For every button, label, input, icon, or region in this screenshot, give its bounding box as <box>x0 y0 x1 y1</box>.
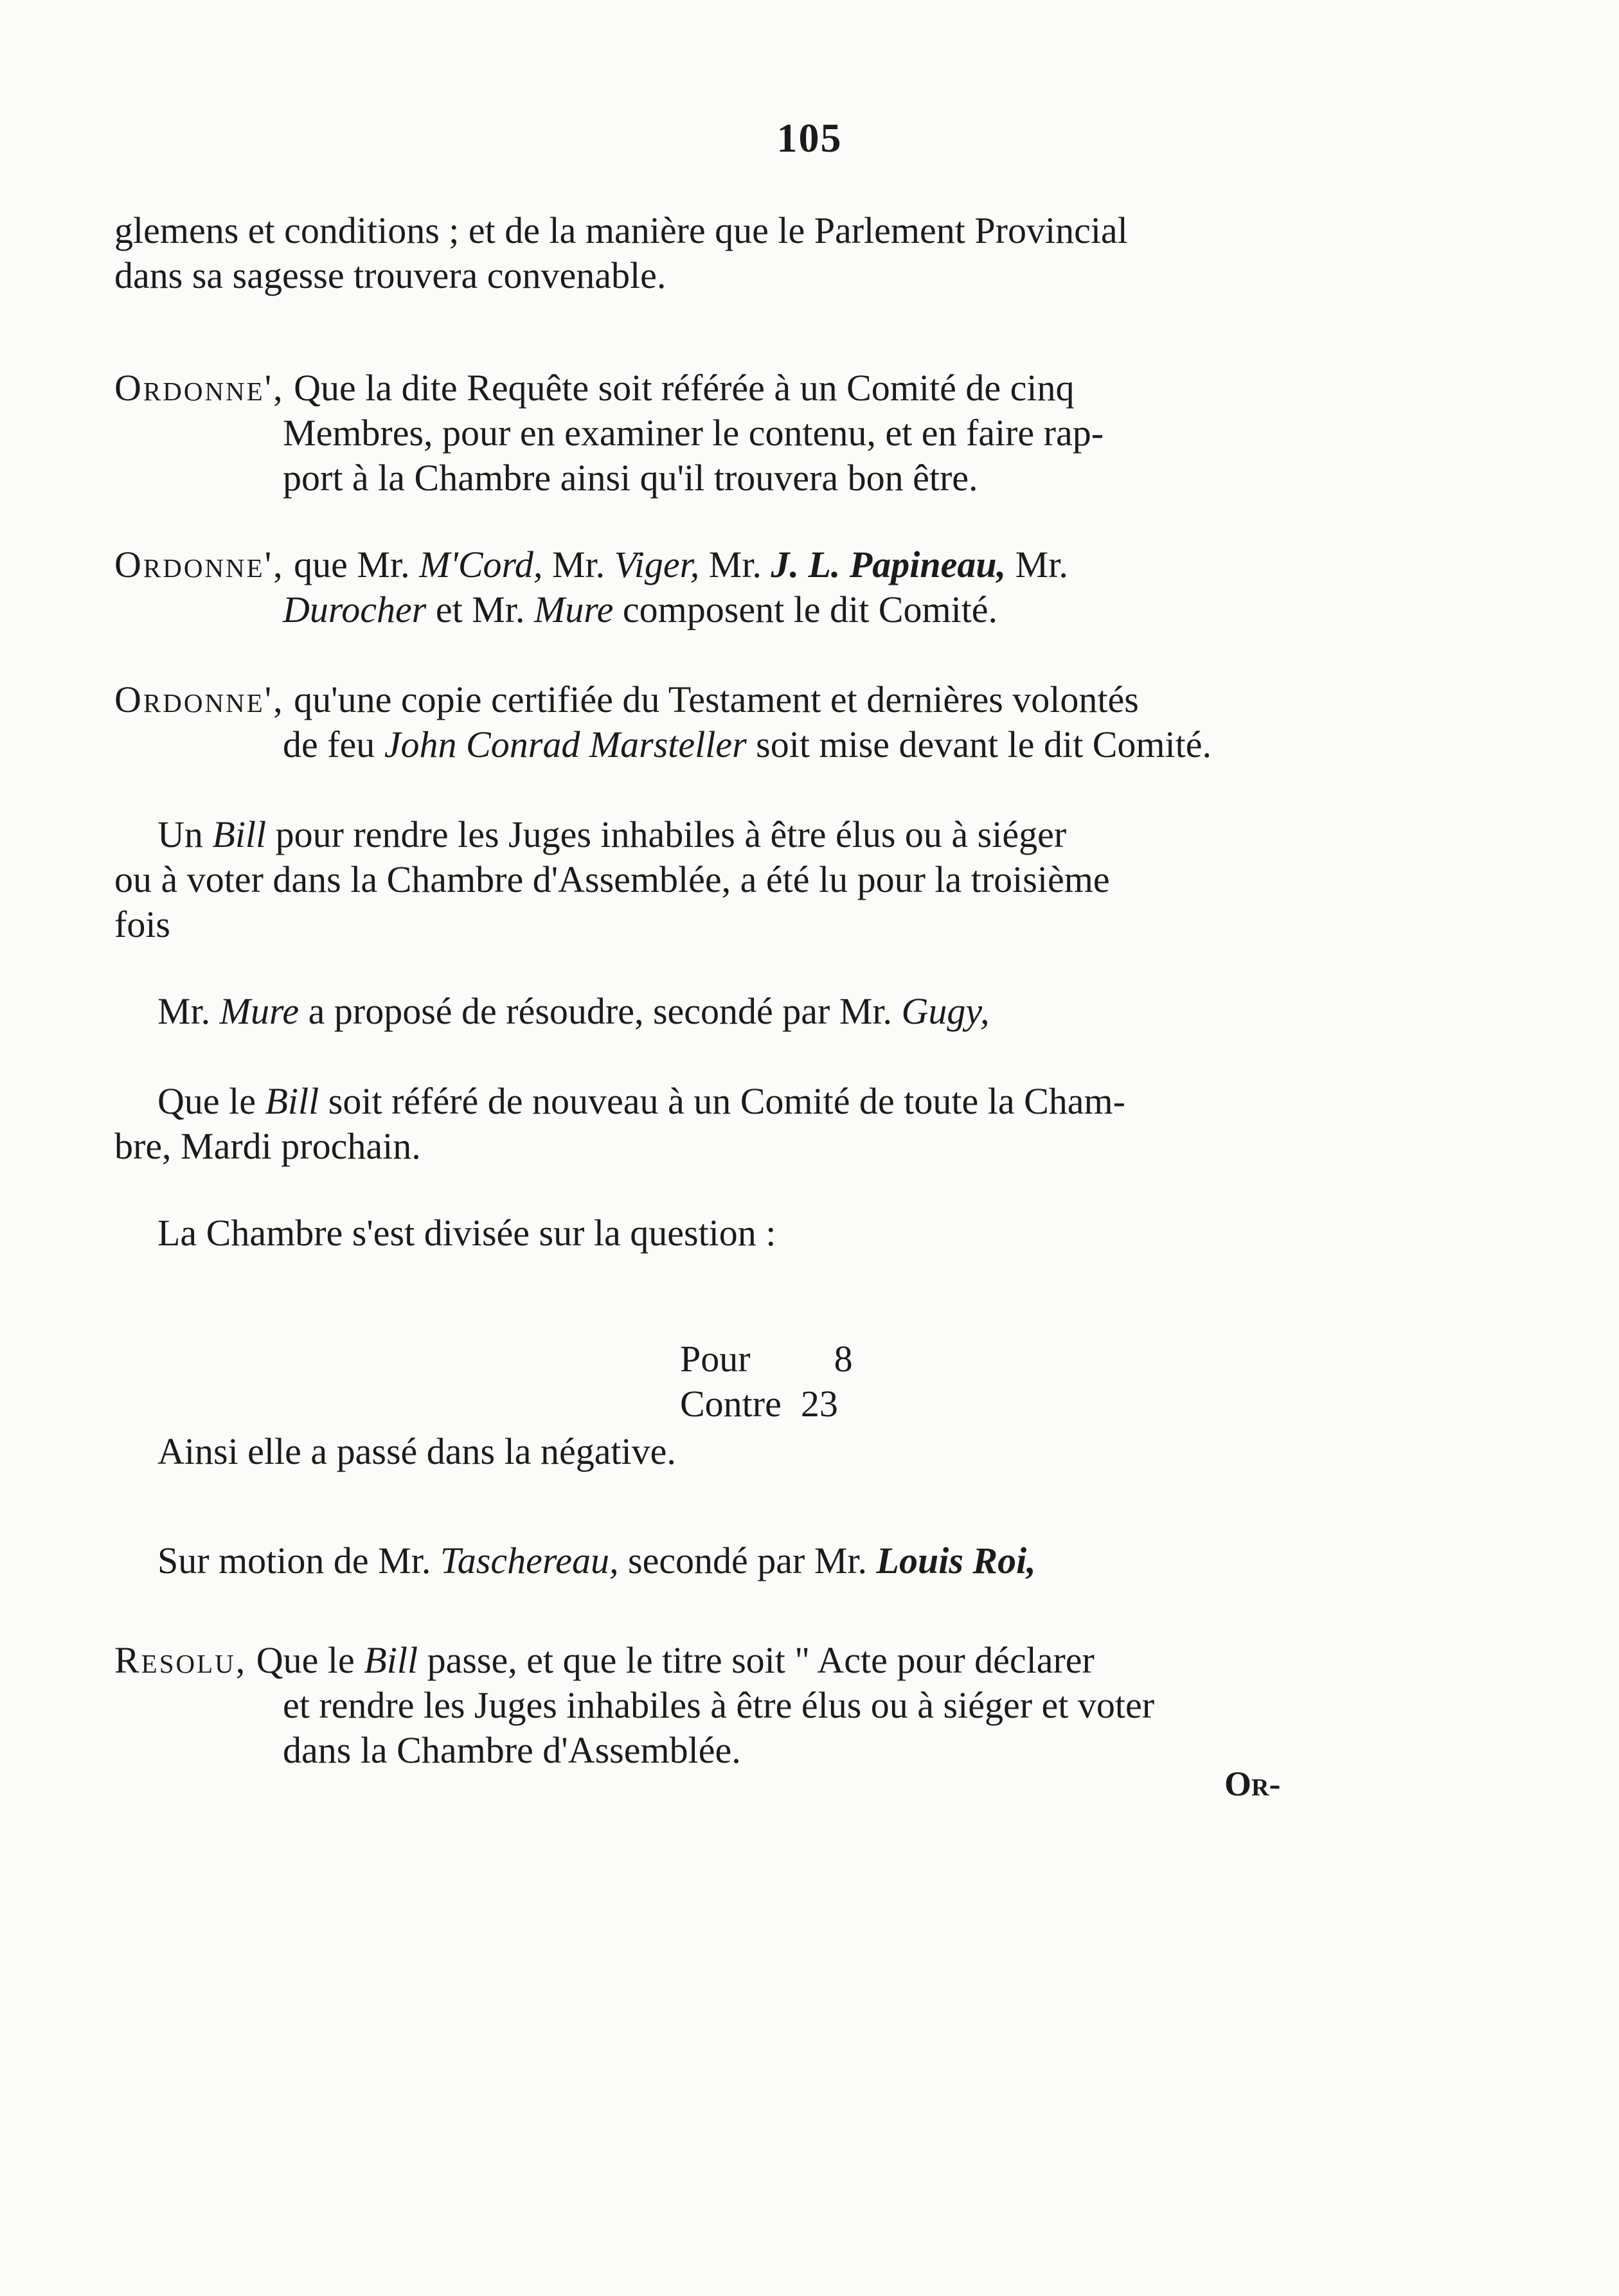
paragraph-line <box>114 678 1139 722</box>
text-line: qu'une copie certifiée du Testament et dernières volontés <box>294 679 1139 720</box>
text: passe, et que le titre soit " Acte pour déclarer <box>427 1639 1095 1681</box>
text: a proposé de résoudre, secondé par Mr. <box>308 990 893 1032</box>
text: Que le <box>157 1080 256 1122</box>
name-italic: Viger, <box>614 544 700 585</box>
text: que Mr. <box>294 544 410 585</box>
text: de feu <box>283 724 375 765</box>
text: Que le <box>256 1639 355 1681</box>
name-italic: John Conrad Marsteller <box>384 724 747 765</box>
text-line: glemens et conditions ; et de la manière que le Parlement Provincial <box>114 209 1128 251</box>
bill-italic: Bill <box>212 814 267 855</box>
name-italic: J. L. Papineau, <box>771 544 1006 585</box>
paragraph-line <box>157 1080 1125 1123</box>
vote-count: 23 <box>800 1383 838 1425</box>
name-italic: Gugy, <box>901 990 990 1032</box>
text-line: La Chambre s'est divisée sur la question : <box>157 1212 776 1254</box>
text: soit mise devant le dit Comité. <box>756 724 1212 765</box>
text: Mr. <box>1015 544 1068 585</box>
text: soit référé de nouveau à un Comité de toute la Cham- <box>328 1080 1125 1122</box>
paragraph-line <box>157 813 1066 857</box>
text-line: et rendre les Juges inhabiles à être élus ou à siéger et voter <box>283 1684 1155 1726</box>
text: Un <box>157 814 203 855</box>
text: secondé par Mr. <box>628 1540 868 1581</box>
text: composent le dit Comité. <box>622 589 998 630</box>
text-line: bre, Mardi prochain. <box>114 1125 421 1167</box>
ordonne-label: Ordonne', <box>114 544 285 585</box>
text: Sur motion de Mr. <box>157 1540 431 1581</box>
ordonne-label: Ordonne', <box>114 367 285 409</box>
text-line: dans la Chambre d'Assemblée. <box>283 1729 741 1771</box>
vote-count: 8 <box>834 1338 853 1380</box>
name-italic: Louis Roi, <box>876 1540 1036 1581</box>
name-italic: Mure <box>219 990 300 1032</box>
text-line: Ainsi elle a passé dans la négative. <box>157 1430 676 1472</box>
text-line: Membres, pour en examiner le contenu, et en faire rap- <box>283 412 1104 454</box>
name-italic: Mure <box>533 589 614 630</box>
text-line: fois <box>114 903 170 945</box>
text: pour rendre les Juges inhabiles à être élus ou à siéger <box>275 814 1067 855</box>
text-line: ou à voter dans la Chambre d'Assemblée, a été lu pour la troisième <box>114 859 1110 900</box>
bill-italic: Bill <box>364 1639 418 1681</box>
text: Mr. <box>551 544 605 585</box>
paragraph-line <box>283 588 997 632</box>
vote-label: Pour <box>680 1338 751 1380</box>
text-line: port à la Chambre ainsi qu'il trouvera bon être. <box>283 457 978 499</box>
bill-italic: Bill <box>265 1080 319 1122</box>
paragraph-line <box>114 1639 1095 1682</box>
paragraph-line <box>157 990 989 1033</box>
vote-label: Contre <box>680 1383 782 1425</box>
text: et Mr. <box>435 589 525 630</box>
text: Mr. <box>708 544 762 585</box>
paragraph-line <box>114 366 1075 410</box>
name-italic: M'Cord, <box>419 544 543 585</box>
catchword: Or- <box>1224 1765 1281 1803</box>
paragraph-line <box>283 723 1212 767</box>
ordonne-label: Ordonne', <box>114 679 285 720</box>
paragraph-line <box>157 1539 1036 1583</box>
resolu-label: Resolu, <box>114 1639 247 1681</box>
name-italic: Taschereau, <box>440 1540 619 1581</box>
text-line: Que la dite Requête soit référée à un Comité de cinq <box>294 367 1075 409</box>
paragraph-line <box>114 543 1068 587</box>
text: Mr. <box>157 990 211 1032</box>
name-italic: Durocher <box>283 589 427 630</box>
page-number: 105 <box>776 115 843 161</box>
text-line: dans sa sagesse trouvera convenable. <box>114 254 666 296</box>
